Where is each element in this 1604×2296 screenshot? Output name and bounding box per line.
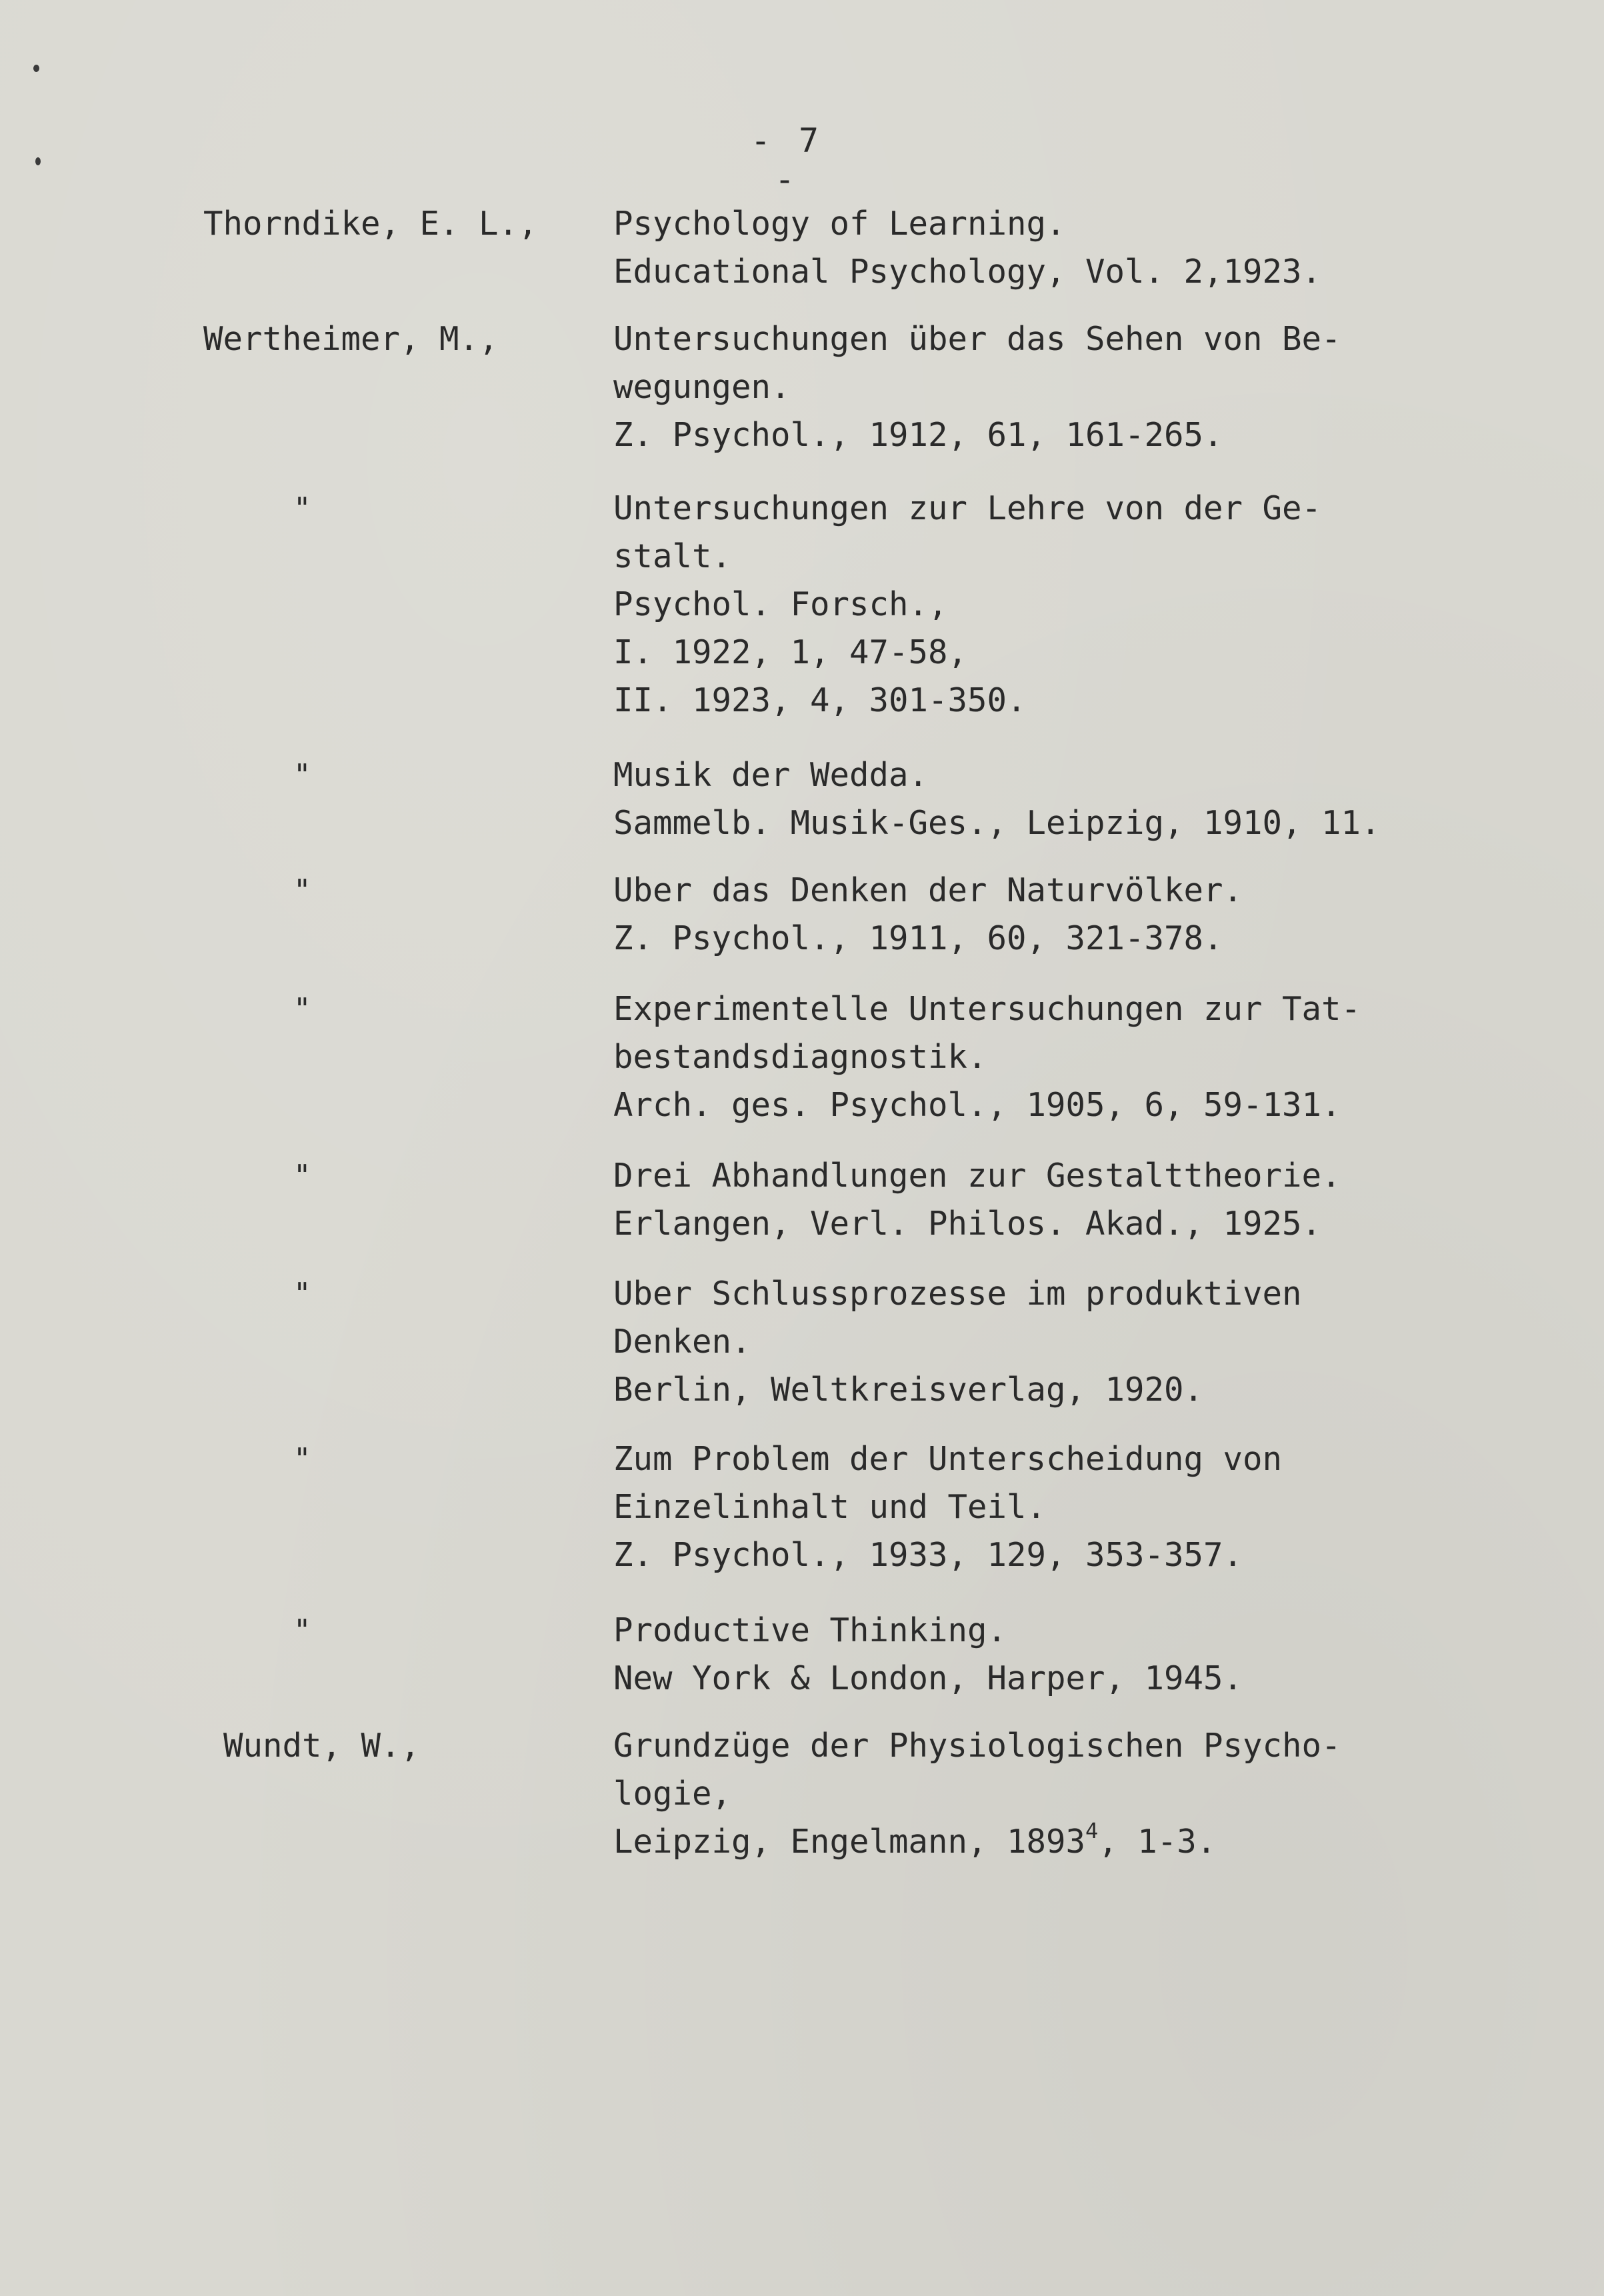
citation-line: Psychology of Learning. <box>613 205 1066 243</box>
citation-line: Untersuchungen zur Lehre von der Ge- <box>613 489 1322 527</box>
citation-line: Z. Psychol., 1911, 60, 321-378. <box>613 919 1223 957</box>
entry-citation <box>613 751 1480 847</box>
ditto-mark: " <box>293 1442 311 1476</box>
margin-speck <box>35 157 41 165</box>
ditto-mark: " <box>293 758 311 792</box>
citation-line: Untersuchungen über das Sehen von Be- <box>613 320 1341 358</box>
citation-line: Denken. <box>613 1323 751 1361</box>
ditto-mark: " <box>293 491 311 525</box>
citation-line: Productive Thinking. <box>613 1611 1007 1649</box>
entry-citation <box>613 200 1480 296</box>
citation-line: Berlin, Weltkreisverlag, 1920. <box>613 1371 1204 1409</box>
ditto-mark: " <box>293 1159 311 1193</box>
citation-line: Experimentelle Untersuchungen zur Tat- <box>613 990 1361 1028</box>
citation-line: New York & London, Harper, 1945. <box>613 1659 1243 1697</box>
citation-line: bestandsdiagnostik. <box>613 1038 987 1076</box>
citation-line: Zum Problem der Unterscheidung von <box>613 1440 1283 1478</box>
citation-line <box>613 1818 1480 1866</box>
citation-line: logie, <box>613 1775 732 1813</box>
ditto-mark: " <box>293 1277 311 1311</box>
citation-line: Z. Psychol., 1933, 129, 353-357. <box>613 1536 1243 1574</box>
citation-text: Leipzig, Engelmann, 1893 <box>613 1823 1086 1861</box>
entry-author: Wundt, W., <box>223 1727 421 1765</box>
citation-line: wegungen. <box>613 368 791 406</box>
entry-citation <box>613 485 1480 725</box>
entry-citation <box>613 985 1480 1129</box>
citation-separator: , <box>1098 1823 1138 1861</box>
citation-line: stalt. <box>613 537 732 575</box>
ditto-mark: " <box>293 873 311 907</box>
citation-line: Drei Abhandlungen zur Gestalttheorie. <box>613 1157 1341 1195</box>
ditto-mark: " <box>293 992 311 1026</box>
entry-author: Wertheimer, M., <box>203 320 499 358</box>
entry-citation <box>613 867 1480 963</box>
citation-line: Uber Schlussprozesse im produktiven <box>613 1275 1302 1313</box>
citation-line: Musik der Wedda. <box>613 756 929 794</box>
entry-author: Thorndike, E. L., <box>203 205 538 243</box>
citation-line: Educational Psychology, Vol. 2,1923. <box>613 253 1322 291</box>
entry-citation <box>613 315 1480 459</box>
citation-line: II. 1923, 4, 301-350. <box>613 681 1027 719</box>
citation-line: Arch. ges. Psychol., 1905, 6, 59-131. <box>613 1086 1341 1124</box>
citation-line: Z. Psychol., 1912, 61, 161-265. <box>613 416 1223 454</box>
citation-line: Sammelb. Musik-Ges., Leipzig, 1910, 11. <box>613 804 1381 842</box>
entry-citation <box>613 1722 1480 1866</box>
citation-line: Erlangen, Verl. Philos. Akad., 1925. <box>613 1205 1322 1243</box>
entry-citation <box>613 1607 1480 1703</box>
entry-citation <box>613 1270 1480 1414</box>
citation-line: Einzelinhalt und Teil. <box>613 1488 1047 1526</box>
entry-citation <box>613 1435 1480 1579</box>
entry-citation <box>613 1152 1480 1248</box>
citation-line: Grundzüge der Physiologischen Psycho- <box>613 1727 1341 1765</box>
citation-line: Psychol. Forsch., <box>613 585 948 623</box>
citation-line: I. 1922, 1, 47-58, <box>613 633 968 671</box>
citation-volumes: 1-3. <box>1137 1823 1217 1861</box>
page-number: - 7 - <box>750 121 823 199</box>
margin-speck <box>33 65 39 72</box>
ditto-mark: " <box>293 1613 311 1647</box>
edition-superscript: 4 <box>1085 1818 1099 1843</box>
citation-line: Uber das Denken der Naturvölker. <box>613 871 1243 909</box>
